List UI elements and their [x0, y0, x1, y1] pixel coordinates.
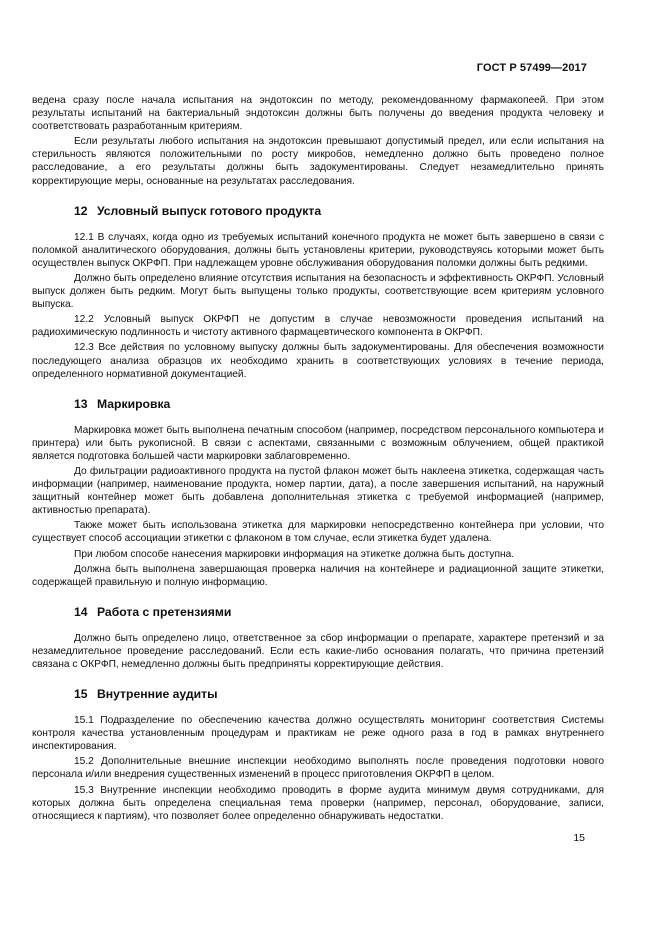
paragraph: Должно быть определено влияние отсутствия испытания на безопасность и эффективность ОКРФП. Условный выпуск должен быть редким. Могут быть выпущены только продукты, соответствующие всем критериям условного выпуска.: [32, 272, 604, 311]
paragraph: 12.2 Условный выпуск ОКРФП не допустим в случае невозможности проведения испытаний на радиохимическую подлинность и чистоту активного фармацевтического компонента в ОКРФП.: [32, 314, 604, 339]
section-number: 15: [74, 687, 88, 702]
paragraph: 15.2 Дополнительные внешние инспекции необходимо выполнять после проведения подготовки нового персонала и/или внедрения существенных изменений в процесс приготовления ОКРФП в целом.: [32, 756, 604, 781]
section-number: 14: [74, 604, 88, 619]
section-number: 12: [74, 203, 88, 218]
paragraph: 12.3 Все действия по условному выпуску должны быть задокументированы. Для обеспечения возможности последующего анализа образцов их необходимо хранить в соответствующих условиях в течение периода, определенного нормативной документацией.: [32, 342, 604, 380]
section-title: Маркировка: [96, 396, 171, 411]
section-title: Условный выпуск готового продукта: [96, 203, 322, 218]
paragraph: Должна быть выполнена завершающая проверка наличия на контейнере и радиационной защите этикетки, содержащей правильную и полную информацию.: [32, 563, 604, 588]
paragraph: Должно быть определено лицо, ответственное за сбор информации о препарате, характере претензий и за незамедлительное проведение расследований. Если есть какие-либо основания полагать, что причина претензий связана с ОКРФП, немедленно должны быть предприняты корректирующие действия.: [32, 632, 604, 670]
section-number: 13: [74, 396, 88, 411]
section-heading-12: [74, 204, 604, 219]
section-title: Внутренние аудиты: [96, 687, 218, 702]
page-number: 15: [573, 832, 585, 844]
paragraph: Также может быть использована этикетка для маркировки непосредственно контейнера при условии, что существует способ ассоциации этикетки с флаконом в том случае, если этикетка будет удалена.: [32, 520, 604, 545]
paragraph: Маркировка может быть выполнена печатным способом (например, посредством персонального компьютера и принтера) или быть рукописной. В связи с аспектами, связанными с возможным облучением, общей практикой является подготовка большей части маркировки заблаговременно.: [32, 424, 604, 462]
paragraph: 15.3 Внутренние инспекции необходимо проводить в форме аудита минимум двумя сотрудниками, для которых должна быть определена специальная тема проверки (например, персонал, оборудование, записи, относящиеся к партиям), что позволяет более определенно обнаруживать недостатки.: [32, 784, 604, 822]
paragraph: Если результаты любого испытания на эндотоксин превышают допустимый предел, или если испытания на стерильность являются положительными по росту микробов, немедленно должно быть проведено полное расследование, а его результаты должны быть задокументированы. Следует незамедлительно принять корректирующие меры, основанные на результатах расследования.: [32, 136, 604, 187]
document-id: ГОСТ Р 57499—2017: [476, 62, 587, 74]
paragraph: При любом способе нанесения маркировки информация на этикетке должна быть доступна.: [74, 548, 515, 560]
paragraph: До фильтрации радиоактивного продукта на пустой флакон может быть наклеена этикетка, содержащая часть информации (например, наименование продукта, номер партии, дата), а после завершения испытаний, на наружный защитный контейнер может быть добавлена дополнительная этикетка с требуемой информацией (например, активностью препарата).: [32, 465, 604, 517]
section-heading-13: [74, 397, 604, 412]
document-body: [32, 94, 604, 825]
section-heading-14: [74, 605, 604, 620]
section-heading-15: [74, 687, 604, 702]
paragraph: 12.1 В случаях, когда одно из требуемых испытаний конечного продукта не может быть завершено в связи с поломкой аналитического оборудования, должны быть установлены критерии, руководствуясь которыми может быть осуществлен выпуск ОКРФП. При надлежащем уровне обслуживания оборудования поломки должны быть редкими.: [32, 231, 604, 269]
paragraph: 15.1 Подразделение по обеспечению качества должно осуществлять мониторинг соответствия Системы контроля качества установленным процедурам и практикам не реже одного раза в год в рамках внутреннего инспектирования.: [32, 715, 604, 753]
section-title: Работа с претензиями: [96, 604, 232, 619]
paragraph: ведена сразу после начала испытания на эндотоксин по методу, рекомендованному фармакопеей. При этом результаты испытаний на бактериальный эндотоксин должны быть получены до введения продукта человеку и соответствовать разработанным критериям.: [32, 95, 604, 133]
